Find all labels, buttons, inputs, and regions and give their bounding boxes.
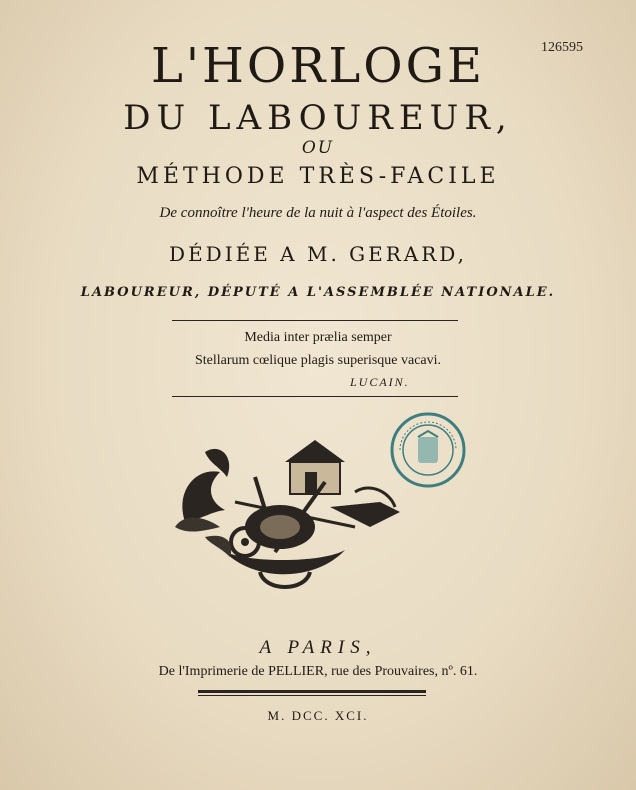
- imprint-city: A PARIS,: [259, 637, 377, 658]
- title-line-1: L'HORLOGE: [150, 38, 486, 94]
- publication-date: M. DCC. XCI.: [267, 708, 369, 723]
- imprint-rule-thick: [198, 690, 426, 693]
- shelfmark-number: 126595: [541, 40, 583, 55]
- title-line-3: OU: [301, 138, 335, 158]
- epigraph-top-rule: [172, 320, 458, 321]
- dedication-line-1: DÉDIÉE A M. GERARD,: [169, 242, 467, 266]
- vignette-illustration: [165, 432, 415, 597]
- title-line-4: MÉTHODE TRÈS-FACILE: [136, 164, 500, 189]
- epigraph-line-2: Stellarum cœlique plagis superisque vacavi.: [194, 353, 442, 368]
- epigraph-attribution: LUCAIN.: [350, 375, 410, 389]
- subtitle-line: De connoître l'heure de la nuit à l'aspect des Étoiles.: [159, 205, 477, 221]
- dedication-line-2: LABOUREUR, DÉPUTÉ A L'ASSEMBLÉE NATIONALE.: [80, 285, 556, 300]
- imprint-rule-thin: [198, 695, 426, 696]
- epigraph-line-1: Media inter prælia semper: [244, 330, 392, 345]
- title-line-2: DU LABOUREUR,: [123, 98, 513, 138]
- imprint-printer: De l'Imprimerie de PELLIER, rue des Prouvaires, nº. 61.: [158, 664, 478, 679]
- epigraph-bottom-rule: [172, 396, 458, 397]
